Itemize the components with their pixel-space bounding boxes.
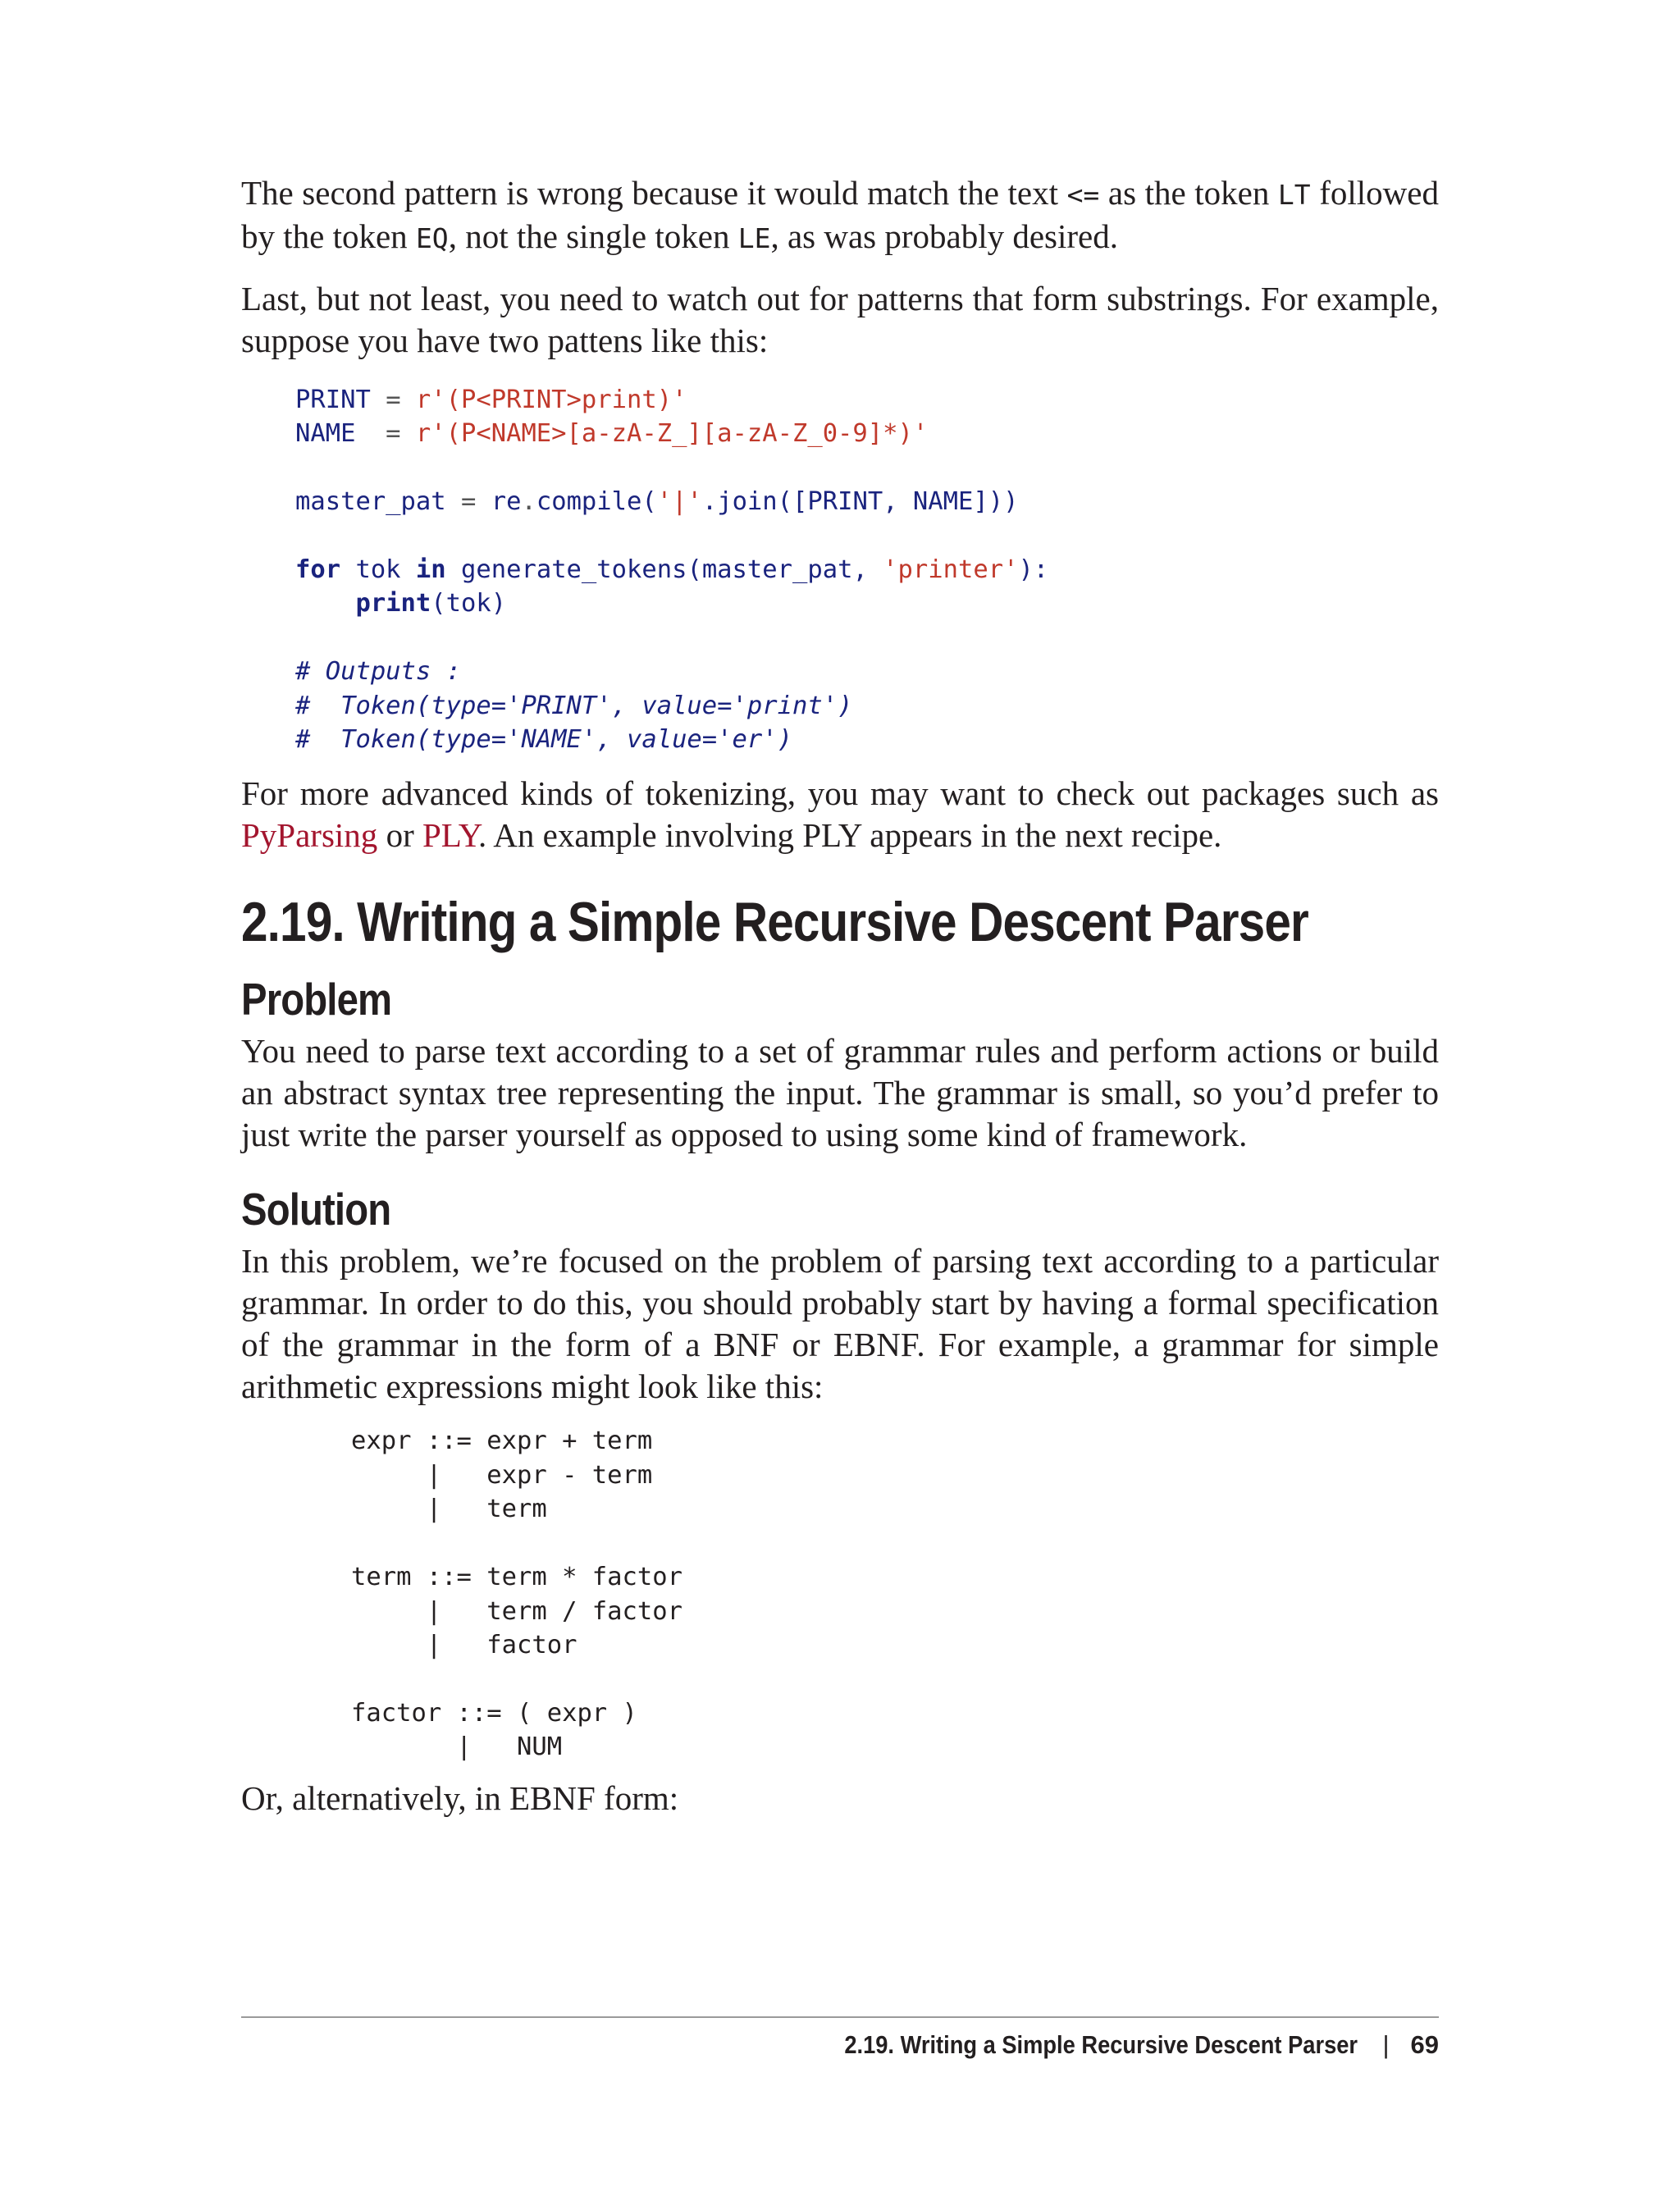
footer-separator: | [1382, 2030, 1390, 2059]
inline-code: LE [737, 222, 771, 254]
inline-code: LT [1277, 179, 1311, 211]
solution-heading: Solution [241, 1184, 391, 1235]
page-number: 69 [1410, 2030, 1439, 2059]
paragraph-advanced-tokenizing: For more advanced kinds of tokenizing, you may want to check out packages such as PyParsing or PLY. An example involving PLY appears in the next recipe. [241, 774, 1439, 855]
pyparsing-link[interactable]: PyParsing [241, 816, 378, 855]
paragraph-ebnf: Or, alternatively, in EBNF form: [241, 1778, 679, 1817]
footer-rule [241, 2016, 1439, 2018]
code-block-grammar: expr ::= expr + term | expr - term | term term ::= term * factor | term / factor | factor factor ::= ( expr ) | NUM [351, 1427, 682, 1762]
inline-code: EQ [415, 222, 449, 254]
problem-text: You need to parse text according to a set of grammar rules and perform actions or build an abstract syntax tree representing the input. The grammar is small, so you’d prefer to just write the parser yourself as opposed to using some kind of framework. [241, 1032, 1439, 1154]
code-block-tokenizer: PRINT = r'(P<PRINT>print)' NAME = r'(P<NAME>[a-zA-Z_][a-zA-Z_0-9]*)' master_pat = re.compile('|'.join([PRINT, NAME])) for tok in generate_tokens(master_pat, 'printer'): print(tok) # Outputs : # Token(type='PRINT', value='print') # Token(type='NAME', value='er') [295, 386, 1049, 755]
paragraph-token-matching: The second pattern is wrong because it would match the text <= as the token LT followed by the token EQ, not the single token LE, as was probably desired. [241, 174, 1439, 255]
ply-link[interactable]: PLY [422, 816, 479, 855]
page-footer [774, 2030, 1439, 2060]
section-title: 2.19. Writing a Simple Recursive Descent Parser [241, 891, 1308, 954]
running-title: 2.19. Writing a Simple Recursive Descent Parser [844, 2030, 1358, 2059]
inline-code: <= [1066, 179, 1100, 211]
problem-heading: Problem [241, 974, 392, 1025]
page-content [241, 172, 1439, 1819]
paragraph-substrings: Last, but not least, you need to watch out for patterns that form substrings. For example, suppose you have two pattens like this: [241, 280, 1439, 359]
solution-text: In this problem, we’re focused on the problem of parsing text according to a particular grammar. In order to do this, you should probably start by having a formal specification of the grammar in the form of a BNF or EBNF. For example, a grammar for simple arithmetic expressions might look like this: [241, 1242, 1439, 1406]
